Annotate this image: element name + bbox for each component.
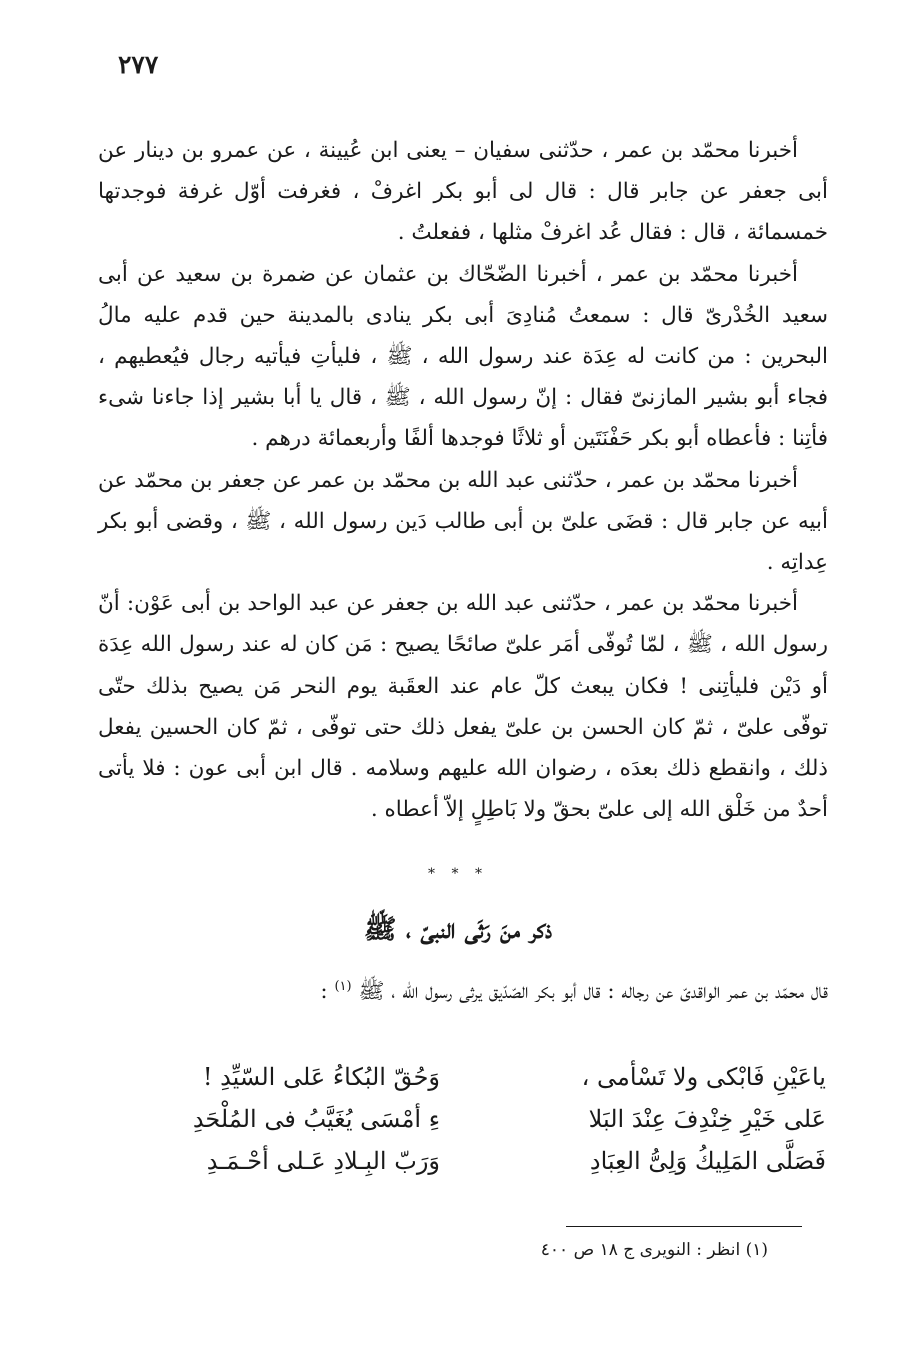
poem-verse: [100, 1056, 826, 1098]
intro-paragraph: [98, 966, 828, 1013]
footnote: (١) انظر : النويرى ج ١٨ ص ٤٠٠: [540, 1240, 768, 1260]
poem-verse: [100, 1140, 826, 1182]
verse-first-hemistich: فَصَلَّى المَلِيكُ وَلِىُّ العِبَادِ: [589, 1147, 826, 1175]
intro-colon: :: [320, 979, 335, 1005]
verse-first-hemistich: عَلى خَيْرِ خِنْدِفَ عِنْدَ البَلا: [588, 1105, 826, 1133]
verse-first-hemistich: ياعَيْنِ فَابْكى ولا تَسْأمى ،: [581, 1063, 826, 1091]
intro-text: قال محمّد بن عمر الواقدىّ عن رجاله : قال أبو بكر الصّدّيق يرثى رسول الله ، ﷺ: [358, 979, 828, 1005]
footnote-reference: (١): [334, 979, 352, 994]
main-text: [98, 130, 828, 830]
verse-second-hemistich: وَرَبّ البِـلادِ عَـلى أحْـمَـدِ: [206, 1147, 440, 1175]
section-title: ذكر منَ رَثَى النبىّ ، ﷺ: [363, 914, 553, 945]
poem-verse: [100, 1098, 826, 1140]
verse-second-hemistich: وَحُقّ البُكاءُ عَلى السّيِّدِ !: [202, 1063, 440, 1091]
verse-second-hemistich: ءِ أمْسَى يُغَيَّبُ فى المُلْحَدِ: [192, 1105, 440, 1133]
paragraph: أخبرنا محمّد بن عمر ، أخبرنا الضّحّاك بن عثمان عن ضمرة بن سعيد عن أبى سعيد الخُدْرىّ قال : سمعتُ مُنادِىَ أبى بكر ينادى بالمدينة حين قدم عليه مالُ البحرين : من كانت له عِدَة عند رسول الله ، ﷺ ، فليأتِ فيأتيه رجال فيُعطيهم ، فجاء أبو بشير المازنىّ فقال : إنّ رسول الله ، ﷺ ، قال يا أبا بشير إذا جاءنا شىء فأتِنا : فأعطاه أبو بكر حَفْنَتَين أو ثلاثًا فوجدها ألفًا وأربعمائة درهم .: [98, 261, 828, 452]
section-separator: * * *: [428, 866, 488, 882]
paragraph: أخبرنا محمّد بن عمر ، حدّثنى سفيان – يعنى ابن عُيينة ، عن عمرو بن دينار عن أبى جعفر عن جابر قال : قال لى أبو بكر اغرفْ ، فغرفت أوّل غرفة فوجدتها خمسمائة ، قال : فقال عُد اغرفْ مثلها ، ففعلتُ .: [98, 138, 828, 246]
page-number: ٢٧٧: [118, 50, 159, 79]
paragraph: أخبرنا محمّد بن عمر ، حدّثنى عبد الله بن محمّد بن عمر عن جعفر بن محمّد عن أبيه عن جابر قال : قضَى علىّ بن أبى طالب دَين رسول الله ، ﷺ ، وقضى أبو بكر عِداتِه .: [98, 467, 828, 576]
paragraph: أخبرنا محمّد بن عمر ، حدّثنى عبد الله بن جعفر عن عبد الواحد بن أبى عَوْن: أنّ رسول الله ، ﷺ ، لمّا تُوفّى أمَر علىّ صائحًا يصيح : مَن كان له عند رسول الله عِدَة أو دَيْن فليأتِنى ! فكان يبعث كلّ عام عند العقَبة يوم النحر مَن يصيح بذلك حتّى توفّى علىّ ، ثمّ كان الحسن بن علىّ يفعل ذلك حتى توفّى ، ثمّ كان الحسين يفعل ذلك ، وانقطع ذلك بعدَه ، رضوان الله عليهم وسلامه . قال ابن أبى عون : فلا يأتى أحدٌ من خَلْق الله إلى علىّ بحقّ ولا بَاطِلٍ إلاّ أعطاه .: [98, 591, 828, 823]
poem: [100, 1056, 826, 1182]
footnote-divider: [566, 1226, 802, 1227]
